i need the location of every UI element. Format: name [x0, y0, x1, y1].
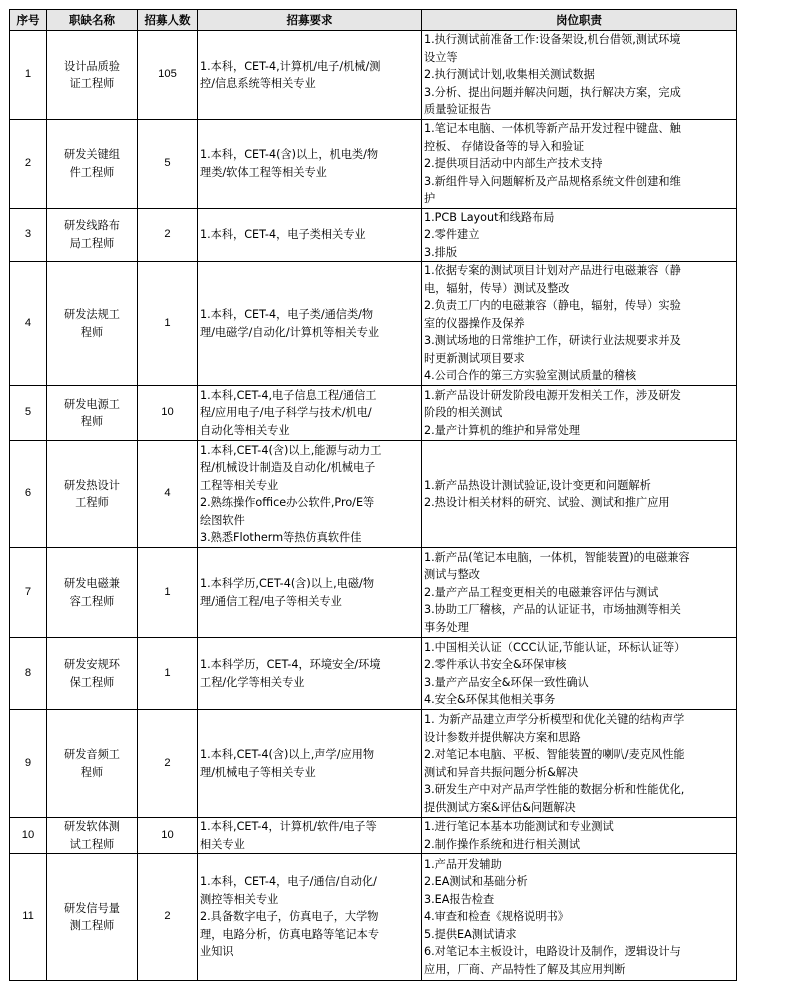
requirement-line: 2.具备数字电子，仿真电子，大学物 [200, 910, 379, 924]
row-index: 10 [21, 828, 35, 841]
duty-line: 4.安全&环保其他相关事务 [424, 693, 556, 706]
duty-line: 3.新组件导入问题解析及产品规格系统文件创建和维 [424, 174, 681, 188]
requirement-line: 1.本科，CET-4,计算机/电子/机械/测 [200, 59, 381, 73]
position-line: 研发安规环 [64, 658, 120, 671]
header-index: 序号 [10, 10, 47, 31]
duty-line: 设计参数并提供解决方案和思路 [424, 730, 581, 744]
requirement-line: 自动化等相关专业 [200, 423, 290, 437]
duty-line: 2.热设计相关材料的研究、试验、测试和推广应用 [424, 496, 670, 509]
duty-line: 1.新产品(笔记本电脑，一体机，智能装置)的电磁兼容 [424, 550, 690, 564]
table-row [10, 638, 737, 710]
count-cell [138, 854, 198, 981]
count-cell [138, 120, 198, 209]
row-index-cell [10, 386, 47, 441]
table-row [10, 854, 737, 981]
count-cell [138, 31, 198, 120]
requirements-cell [198, 638, 422, 710]
duty-line: 2.提供项目活动中内部生产技术支持 [424, 157, 603, 170]
table-row [10, 441, 737, 548]
requirement-line: 程/机械设计制造及自动化/机械电子 [200, 461, 376, 474]
duty-line: 3.分析、提出问题并解决问题，执行解决方案，完成 [424, 85, 681, 99]
position-cell [47, 548, 138, 638]
duties-cell [422, 441, 737, 548]
duty-line: 3.排版 [424, 245, 458, 259]
duty-line: 2.零件建立 [424, 228, 480, 241]
duty-line: 1.中国相关认证（CCC认证,节能认证，环标认证等） [424, 640, 686, 654]
position-cell [47, 441, 138, 548]
row-index-cell [10, 262, 47, 386]
duty-line: 1.执行测试前准备工作:设备架设,机台借领,测试环境 [424, 33, 681, 47]
header-count: 招募人数 [138, 10, 198, 31]
duties-cell [422, 548, 737, 638]
duty-line: 时更新测试项目要求 [424, 351, 525, 365]
requirement-line: 1.本科,CET-4(含)以上,能源与动力工 [200, 443, 382, 457]
duty-line: 2.对笔记本电脑、平板、智能装置的喇叭/麦克风性能 [424, 748, 685, 761]
requirement-line: 理/电磁学/自动化/计算机等相关专业 [200, 325, 380, 339]
position-cell [47, 120, 138, 209]
requirement-line: 理/机械电子等相关专业 [200, 765, 316, 779]
duty-line: 测试与整改 [424, 568, 480, 582]
duty-line: 应用，厂商、产品特性了解及其应用判断 [424, 962, 626, 976]
position-line: 研发信号量 [64, 901, 120, 915]
position-line: 研发热设计 [64, 478, 120, 492]
duty-line: 1.新产品热设计测试验证,设计变更和问题解析 [424, 478, 651, 492]
duty-line: 3.EA报告检查 [424, 892, 495, 906]
position-cell [47, 386, 138, 441]
position-line: 工程师 [75, 496, 109, 509]
header-duties: 岗位职责 [422, 10, 737, 31]
table-row [10, 818, 737, 854]
requirement-line: 1.本科,CET-4,电子信息工程/通信工 [200, 388, 377, 402]
row-index-cell [10, 120, 47, 209]
headcount: 2 [164, 756, 171, 769]
duty-line: 3.量产产品安全&环保一致性确认 [424, 675, 589, 689]
requirement-line: 测控等相关专业 [200, 892, 279, 906]
position-line: 研发电源工 [64, 397, 120, 411]
headcount: 105 [158, 68, 177, 81]
duty-line: 6.对笔记本主板设计，电路设计及制作，逻辑设计与 [424, 945, 681, 959]
headcount: 2 [164, 228, 171, 240]
row-index: 4 [24, 316, 32, 329]
requirement-line: 相关专业 [200, 837, 245, 851]
count-cell [138, 441, 198, 548]
position-cell [47, 262, 138, 386]
count-cell [138, 208, 198, 262]
position-cell [47, 854, 138, 981]
duty-line: 阶段的相关测试 [424, 406, 503, 420]
requirements-cell [198, 120, 422, 209]
position-line: 研发关键组 [64, 148, 120, 162]
header-requirements: 招募要求 [198, 10, 422, 31]
table-row [10, 710, 737, 818]
requirement-line: 理，电路分析，仿真电路等笔记本专 [200, 927, 380, 941]
duties-cell [422, 710, 737, 818]
position-line: 证工程师 [69, 77, 115, 90]
duty-line: 2.量产产品工程变更相关的电磁兼容评估与测试 [424, 585, 659, 599]
table-row [10, 208, 737, 262]
requirements-cell [198, 548, 422, 638]
duty-line: 3.研发生产中对产品声学性能的数据分析和性能优化, [424, 783, 685, 796]
row-index: 5 [24, 406, 32, 419]
requirement-line: 工程/化学等相关专业 [200, 675, 305, 689]
requirement-line: 3.熟悉Flotherm等热仿真软件佳 [200, 531, 362, 544]
requirements-cell [198, 386, 422, 441]
row-index: 3 [24, 228, 32, 240]
count-cell [138, 638, 198, 710]
position-line: 研发软体测 [64, 820, 120, 833]
duty-line: 护 [424, 192, 436, 205]
table-row [10, 548, 737, 638]
position-line: 研发线路布 [64, 219, 120, 233]
headcount: 1 [164, 316, 171, 329]
position-line: 试工程师 [69, 837, 115, 851]
requirement-line: 控/信息系统等相关专业 [200, 77, 316, 90]
requirement-line: 理类/软体工程等相关专业 [200, 165, 327, 179]
duty-line: 1.笔记本电脑、一体机等新产品开发过程中键盘、触 [424, 122, 681, 135]
position-cell [47, 208, 138, 262]
headcount: 10 [161, 828, 174, 841]
position-line: 设计品质验 [64, 59, 120, 73]
position-line: 研发音频工 [64, 748, 120, 761]
row-index-cell [10, 208, 47, 262]
row-index: 1 [24, 68, 32, 81]
row-index: 2 [24, 157, 32, 169]
duty-line: 4.审查和检查《规格说明书》 [424, 910, 569, 924]
position-line: 研发电磁兼 [64, 577, 120, 590]
duty-line: 1.进行笔记本基本功能测试和专业测试 [424, 820, 614, 833]
table-row [10, 31, 737, 120]
headcount: 4 [164, 487, 171, 500]
table-row [10, 262, 737, 386]
duty-line: 质量验证报告 [424, 103, 492, 117]
duty-line: 1.依据专案的测试项目计划对产品进行电磁兼容（静 [424, 264, 681, 278]
requirements-cell [198, 818, 422, 854]
duty-line: 1.产品开发辅助 [424, 857, 502, 871]
duty-line: 2.零件承认书安全&环保审核 [424, 658, 567, 671]
duty-line: 2.执行测试计划,收集相关测试数据 [424, 68, 595, 82]
duties-cell [422, 854, 737, 981]
requirement-line: 1.本科,CET-4，计算机/软件/电子等 [200, 820, 377, 833]
table-body [10, 31, 737, 981]
duty-line: 控板、 存储设备等的导入和验证 [424, 139, 585, 153]
duties-cell [422, 120, 737, 209]
row-index: 9 [24, 756, 32, 769]
position-cell [47, 818, 138, 854]
row-index: 8 [24, 666, 32, 679]
duty-line: 2.EA测试和基础分析 [424, 875, 528, 889]
position-line: 容工程师 [69, 594, 115, 608]
requirement-line: 业知识 [200, 945, 234, 959]
position-line: 局工程师 [69, 236, 115, 250]
duty-line: 2.量产计算机的维护和异常处理 [424, 423, 581, 437]
row-index-cell [10, 638, 47, 710]
position-line: 测工程师 [69, 919, 115, 932]
row-index-cell [10, 548, 47, 638]
duty-line: 5.提供EA测试请求 [424, 927, 517, 941]
duty-line: 测试和异音共振问题分析&解决 [424, 765, 579, 779]
duty-line: 4.公司合作的第三方实验室测试质量的稽核 [424, 369, 637, 383]
requirement-line: 1.本科，CET-4，电子/通信/自动化/ [200, 875, 377, 889]
position-line: 程师 [80, 765, 104, 779]
duty-line: 设立等 [424, 50, 458, 64]
table-row [10, 120, 737, 209]
row-index-cell [10, 818, 47, 854]
requirement-line: 1.本科,CET-4(含)以上,声学/应用物 [200, 748, 375, 761]
position-line: 程师 [80, 325, 104, 339]
requirements-cell [198, 31, 422, 120]
duties-cell [422, 818, 737, 854]
requirement-line: 工程等相关专业 [200, 478, 279, 492]
header-row [10, 10, 737, 31]
recruitment-table [9, 9, 737, 981]
row-index-cell [10, 31, 47, 120]
position-line: 件工程师 [69, 165, 115, 179]
duty-line: 电，辐射，传导）测试及整改 [424, 281, 570, 295]
requirements-cell [198, 854, 422, 981]
requirements-cell [198, 262, 422, 386]
duties-cell [422, 386, 737, 441]
duty-line: 提供测试方案&评估&问题解决 [424, 800, 576, 814]
requirement-line: 绘图软件 [200, 513, 245, 527]
count-cell [138, 262, 198, 386]
requirement-line: 1.本科学历，CET-4，环境安全/环境 [200, 658, 381, 671]
row-index: 7 [24, 585, 32, 598]
row-index-cell [10, 710, 47, 818]
duty-line: 1. 为新产品建立声学分析模型和优化关键的结构声学 [424, 713, 685, 726]
headcount: 10 [161, 406, 174, 419]
position-line: 程师 [80, 415, 104, 428]
count-cell [138, 386, 198, 441]
headcount: 1 [164, 666, 171, 679]
requirement-line: 1.本科，CET-4，电子类/通信类/物 [200, 308, 374, 321]
requirements-cell [198, 441, 422, 548]
duty-line: 室的仪器操作及保养 [424, 316, 525, 330]
duties-cell [422, 262, 737, 386]
duty-line: 1.新产品设计研发阶段电源开发相关工作，涉及研发 [424, 388, 681, 402]
count-cell [138, 710, 198, 818]
requirement-line: 1.本科学历,CET-4(含)以上,电磁/物 [200, 577, 375, 590]
duty-line: 2.制作操作系统和进行相关测试 [424, 837, 581, 851]
requirement-line: 理/通信工程/电子等相关专业 [200, 594, 342, 608]
requirements-cell [198, 710, 422, 818]
position-line: 研发法规工 [64, 308, 120, 321]
requirement-line: 2.熟练操作office办公软件,Pro/E等 [200, 496, 375, 509]
duty-line: 事务处理 [424, 620, 469, 634]
duty-line: 2.负责工厂内的电磁兼容（静电，辐射，传导）实验 [424, 299, 681, 313]
position-cell [47, 710, 138, 818]
headcount: 5 [164, 157, 171, 169]
position-line: 保工程师 [69, 675, 115, 689]
headcount: 2 [164, 910, 171, 923]
position-cell [47, 638, 138, 710]
duty-line: 3.协助工厂稽核，产品的认证证书，市场抽测等相关 [424, 603, 681, 617]
requirement-line: 程/应用电子/电子科学与技术/机电/ [200, 406, 372, 420]
duty-line: 1.PCB Layout和线路布局 [424, 210, 555, 224]
duty-line: 3.测试场地的日常维护工作，研读行业法规要求并及 [424, 334, 681, 348]
requirement-line: 1.本科，CET-4，电子类相关专业 [200, 228, 366, 241]
headcount: 1 [164, 585, 171, 598]
position-cell [47, 31, 138, 120]
table-row [10, 386, 737, 441]
row-index: 6 [24, 487, 32, 500]
count-cell [138, 548, 198, 638]
count-cell [138, 818, 198, 854]
requirement-line: 1.本科，CET-4(含)以上，机电类/物 [200, 148, 379, 162]
requirements-cell [198, 208, 422, 262]
duties-cell [422, 208, 737, 262]
header-position: 职缺名称 [47, 10, 138, 31]
duties-cell [422, 638, 737, 710]
row-index-cell [10, 854, 47, 981]
duties-cell [422, 31, 737, 120]
row-index: 11 [22, 910, 34, 923]
row-index-cell [10, 441, 47, 548]
